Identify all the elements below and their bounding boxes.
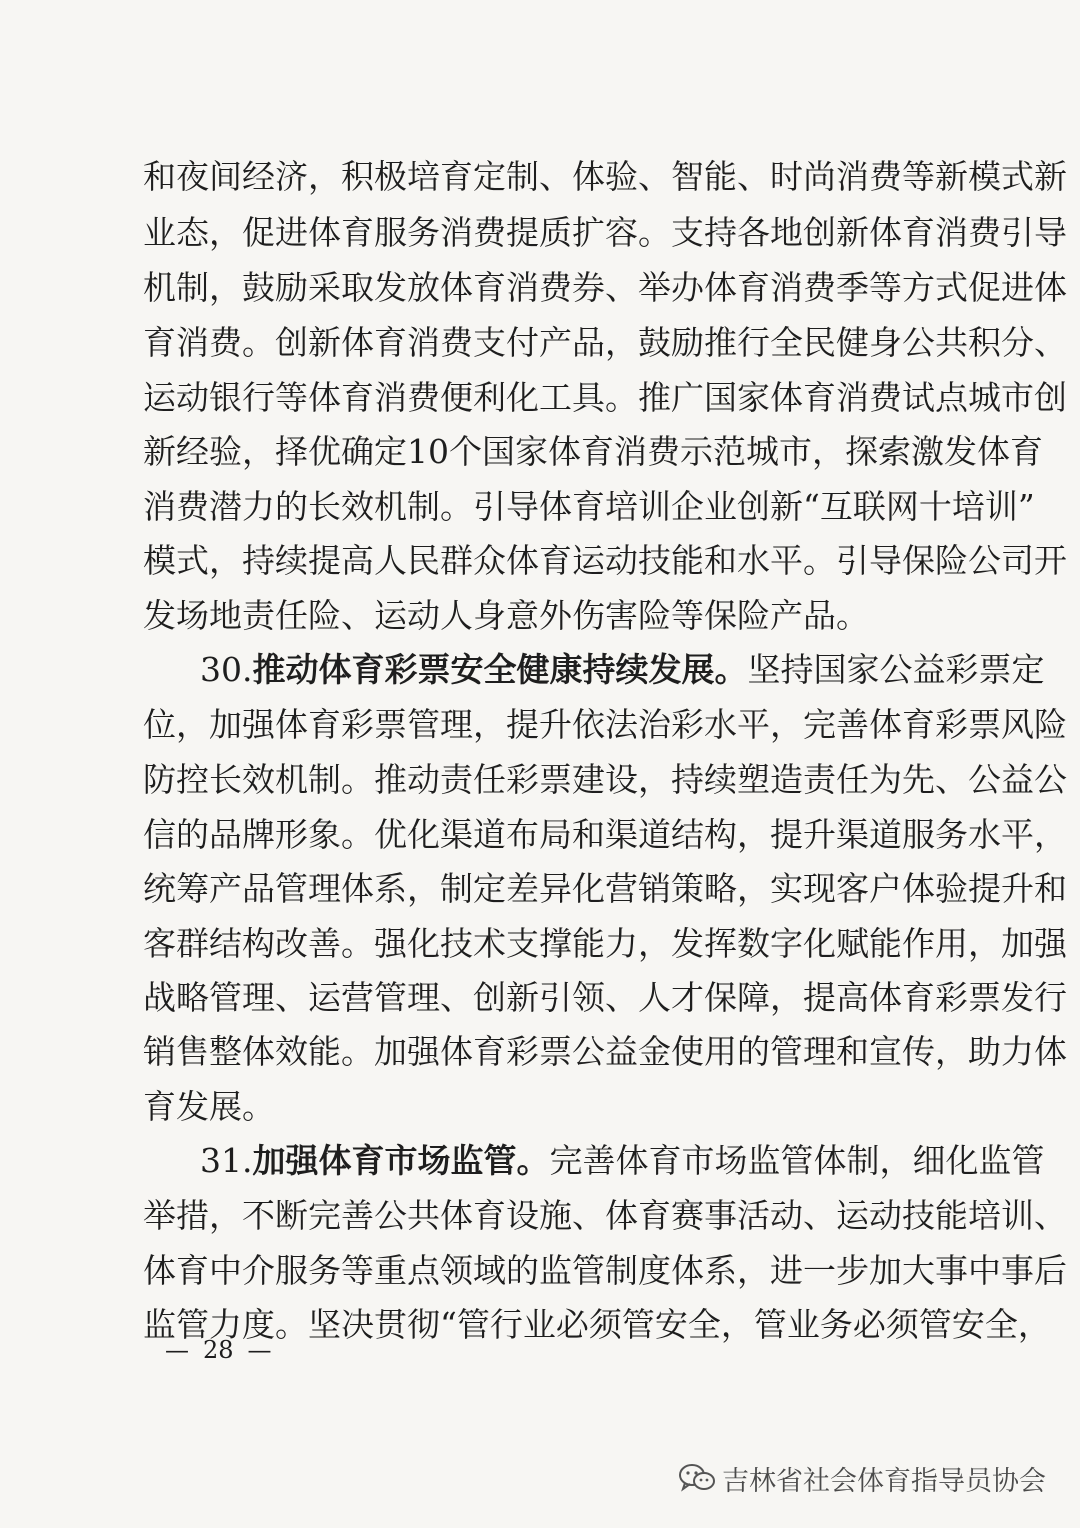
paragraph-line: 育消费。创新体育消费支付产品，鼓励推行全民健身公共积分、	[143, 323, 1067, 362]
paragraph-line: 发场地责任险、运动人身意外伤害险等保险产品。	[143, 596, 869, 635]
paragraph-line: 监管力度。坚决贯彻“管行业必须管安全，管业务必须管安全，	[143, 1305, 1051, 1344]
paragraph-line: 位，加强体育彩票管理，提升依法治彩水平，完善体育彩票风险	[143, 705, 1067, 744]
section-heading: 加强体育市场监管。	[252, 1141, 550, 1180]
paragraph-line: 育发展。	[143, 1087, 275, 1126]
page-footer	[165, 1330, 272, 1370]
paragraph-line: 模式，持续提高人民群众体育运动技能和水平。引导保险公司开	[143, 541, 1067, 580]
paragraph-line: 信的品牌形象。优化渠道布局和渠道结构，提升渠道服务水平，	[143, 815, 1067, 854]
paragraph-line: 和夜间经济，积极培育定制、体验、智能、时尚消费等新模式新	[143, 157, 1067, 196]
section-number: 30.	[200, 650, 253, 689]
paragraph-line: 机制，鼓励采取发放体育消费券、举办体育消费季等方式促进体	[143, 268, 1067, 307]
paragraph-line: 举措，不断完善公共体育设施、体育赛事活动、运动技能培训、	[143, 1196, 1067, 1235]
paragraph-line: 销售整体效能。加强体育彩票公益金使用的管理和宣传，助力体	[143, 1032, 1067, 1071]
section-heading-line: 31.加强体育市场监管。完善体育市场监管体制，细化监管	[200, 1141, 1045, 1180]
paragraph-line: 体育中介服务等重点领域的监管制度体系，进一步加大事中事后	[143, 1251, 1067, 1290]
section-number: 31.	[200, 1141, 253, 1180]
paragraph-line: 业态，促进体育服务消费提质扩容。支持各地创新体育消费引导	[143, 213, 1067, 252]
section-heading: 推动体育彩票安全健康持续发展。	[252, 650, 748, 689]
page-number: 28	[203, 1336, 234, 1364]
paragraph-line: 客群结构改善。强化技术支撑能力，发挥数字化赋能作用，加强	[143, 924, 1067, 963]
footer-dash-right: —	[247, 1336, 272, 1364]
paragraph-line: 防控长效机制。推动责任彩票建设，持续塑造责任为先、公益公	[143, 760, 1067, 799]
paragraph-line: 运动银行等体育消费便利化工具。推广国家体育消费试点城市创	[143, 378, 1067, 417]
footer-dash-left: —	[165, 1336, 189, 1364]
paragraph-line: 统筹产品管理体系，制定差异化营销策略，实现客户体验提升和	[143, 869, 1067, 908]
wechat-icon	[678, 1463, 716, 1493]
paragraph-line: 消费潜力的长效机制。引导体育培训企业创新“互联网十培训”	[143, 487, 1035, 526]
section-heading-line: 30.推动体育彩票安全健康持续发展。坚持国家公益彩票定	[200, 650, 1045, 689]
paragraph-line: 战略管理、运营管理、创新引领、人才保障，提高体育彩票发行	[143, 978, 1067, 1017]
paragraph-line: 新经验，择优确定10个国家体育消费示范城市，探索激发体育	[143, 432, 1043, 471]
watermark-text: 吉林省社会体育指导员协会	[722, 1465, 1046, 1497]
wechat-watermark	[678, 1458, 1046, 1498]
